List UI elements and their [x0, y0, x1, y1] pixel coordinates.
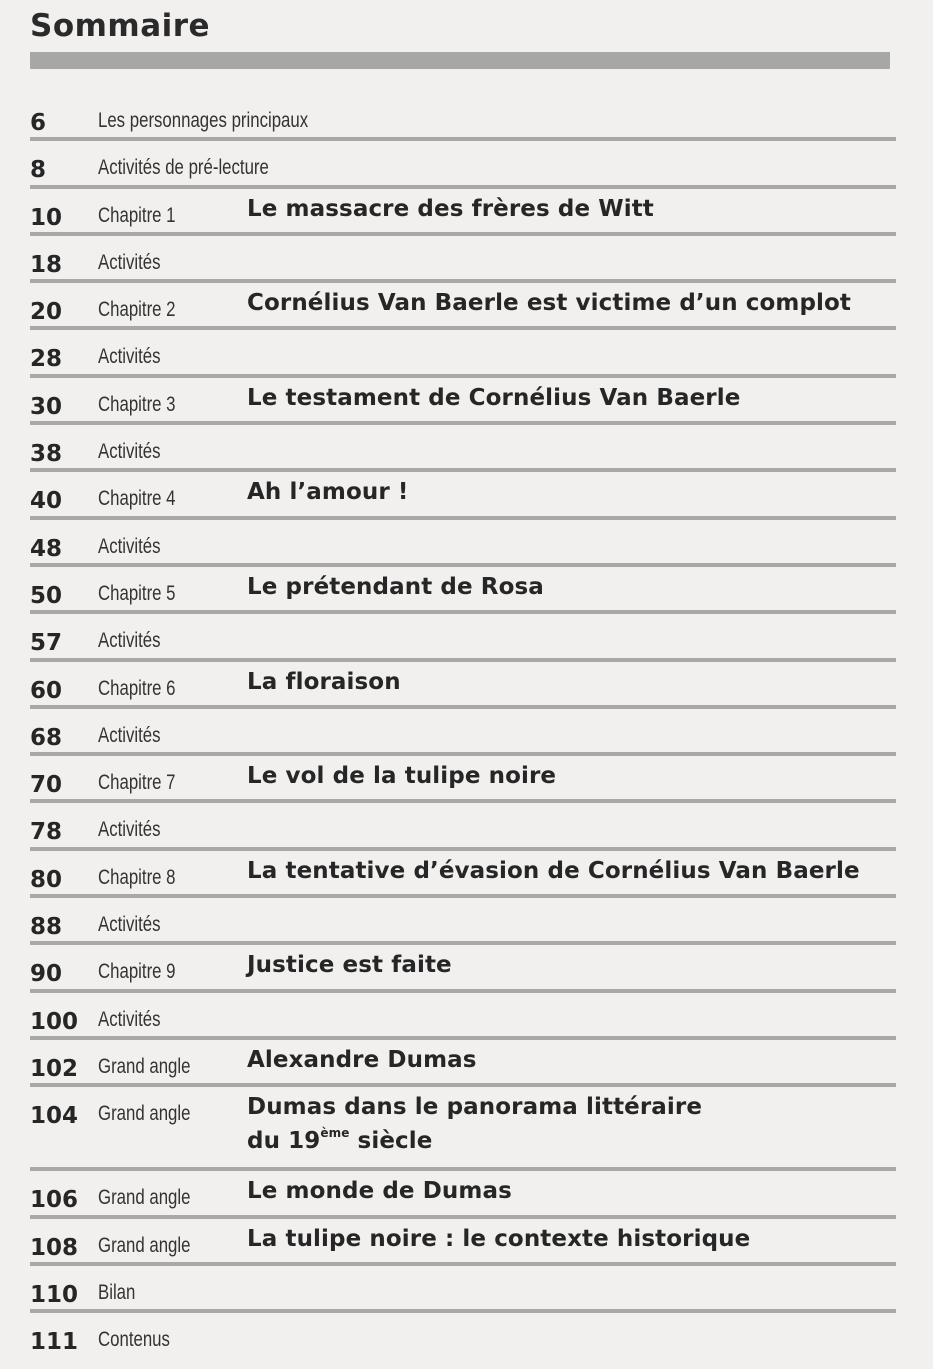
- section-label: Chapitre 6: [98, 676, 176, 700]
- page-number: 10: [30, 204, 63, 231]
- section-label: Activités: [98, 629, 161, 653]
- chapter-title: Justice est faite: [247, 952, 452, 979]
- page-number: 68: [30, 724, 63, 751]
- page-number: 6: [30, 110, 47, 136]
- page-number: 100: [30, 1008, 79, 1035]
- toc-row[interactable]: [30, 567, 896, 614]
- section-label: Activités: [98, 723, 161, 747]
- toc-row[interactable]: [30, 756, 896, 803]
- chapter-title: Le vol de la tulipe noire: [247, 763, 557, 790]
- chapter-title-line1: Dumas dans le panorama littéraire: [247, 1094, 703, 1121]
- chapter-title-line2: [247, 1126, 702, 1154]
- section-label: Grand angle: [98, 1054, 191, 1078]
- page-number: 106: [30, 1187, 79, 1214]
- toc-row[interactable]: [30, 236, 896, 283]
- toc-row[interactable]: [30, 1171, 896, 1218]
- chapter-title: Cornélius Van Baerle est victime d’un complot: [247, 290, 852, 317]
- toc-row[interactable]: [30, 520, 896, 567]
- page-number: 78: [30, 819, 63, 846]
- page-number: 108: [30, 1234, 79, 1261]
- section-label: Chapitre 1: [98, 203, 176, 227]
- section-label: Chapitre 4: [98, 487, 176, 511]
- page-number: 8: [30, 157, 47, 184]
- page-number: 20: [30, 299, 63, 326]
- toc-row[interactable]: [30, 662, 896, 709]
- chapter-title-line2-text: siècle: [349, 1128, 433, 1155]
- section-label: Les personnages principaux: [98, 109, 309, 132]
- page-number: 57: [30, 630, 63, 657]
- toc-row[interactable]: [30, 283, 896, 330]
- chapter-title: Le monde de Dumas: [247, 1178, 512, 1205]
- toc-row[interactable]: [30, 709, 896, 756]
- section-label: Contenus: [98, 1328, 170, 1352]
- page-number: 102: [30, 1055, 79, 1082]
- section-label: Chapitre 2: [98, 298, 176, 322]
- section-label: Bilan: [98, 1280, 136, 1304]
- section-label: Activités: [98, 440, 161, 464]
- section-label: Activités: [98, 913, 161, 937]
- page-number: 40: [30, 488, 63, 515]
- ordinal-superscript: ème: [320, 1126, 350, 1141]
- page-title: Sommaire: [30, 8, 211, 44]
- chapter-title: [247, 1094, 702, 1154]
- page-number: 70: [30, 772, 63, 799]
- section-label: Grand angle: [98, 1102, 191, 1126]
- page-number: 110: [30, 1281, 79, 1308]
- toc-row[interactable]: [30, 1219, 896, 1266]
- section-label: Chapitre 3: [98, 392, 176, 416]
- page-number: 88: [30, 914, 63, 941]
- toc-list: [30, 94, 896, 1360]
- chapter-title: Le testament de Cornélius Van Baerle: [247, 384, 741, 411]
- toc-row[interactable]: [30, 94, 896, 141]
- toc-row[interactable]: [30, 851, 896, 898]
- toc-row[interactable]: [30, 1266, 896, 1313]
- chapter-title: La tentative d’évasion de Cornélius Van Baerle: [247, 857, 860, 884]
- page-number: 48: [30, 535, 63, 562]
- toc-row[interactable]: [30, 803, 896, 850]
- section-label: Grand angle: [98, 1233, 191, 1257]
- toc-row[interactable]: [30, 614, 896, 661]
- toc-row[interactable]: [30, 945, 896, 992]
- page-number: 30: [30, 393, 63, 420]
- chapter-title: La tulipe noire : le contexte historique: [247, 1225, 751, 1252]
- section-label: Chapitre 8: [98, 865, 176, 889]
- title-rule: [30, 52, 890, 69]
- section-label: Activités: [98, 345, 161, 369]
- toc-row[interactable]: [30, 1313, 896, 1360]
- chapter-title: Le prétendant de Rosa: [247, 573, 544, 600]
- toc-row[interactable]: [30, 898, 896, 945]
- toc-row[interactable]: [30, 189, 896, 236]
- page-number: 80: [30, 866, 63, 893]
- page-number: 111: [30, 1329, 79, 1356]
- toc-row[interactable]: [30, 425, 896, 472]
- page-number: 104: [30, 1103, 79, 1130]
- chapter-title-line2-text: du 19: [247, 1128, 321, 1155]
- page-number: 60: [30, 677, 63, 704]
- page-number: 28: [30, 346, 63, 373]
- page-number: 38: [30, 441, 63, 468]
- section-label: Grand angle: [98, 1186, 191, 1210]
- section-label: Activités: [98, 1007, 161, 1031]
- toc-row[interactable]: [30, 330, 896, 377]
- section-label: Activités de pré-lecture: [98, 156, 269, 180]
- section-label: Chapitre 5: [98, 581, 176, 605]
- section-label: Activités: [98, 250, 161, 274]
- section-label: Activités: [98, 534, 161, 558]
- section-label: Activités: [98, 818, 161, 842]
- toc-row[interactable]: [30, 993, 896, 1040]
- section-label: Chapitre 9: [98, 960, 176, 984]
- toc-row[interactable]: [30, 1087, 896, 1171]
- toc-row[interactable]: [30, 141, 896, 188]
- page-number: 18: [30, 251, 63, 278]
- section-label: Chapitre 7: [98, 771, 176, 795]
- page-number: 90: [30, 961, 63, 988]
- toc-row[interactable]: [30, 378, 896, 425]
- chapter-title: La floraison: [247, 668, 401, 695]
- chapter-title: Le massacre des frères de Witt: [247, 195, 654, 222]
- chapter-title: Ah l’amour !: [247, 479, 409, 506]
- toc-row[interactable]: [30, 1040, 896, 1087]
- chapter-title: Alexandre Dumas: [247, 1046, 477, 1073]
- page-number: 50: [30, 582, 63, 609]
- toc-row[interactable]: [30, 472, 896, 519]
